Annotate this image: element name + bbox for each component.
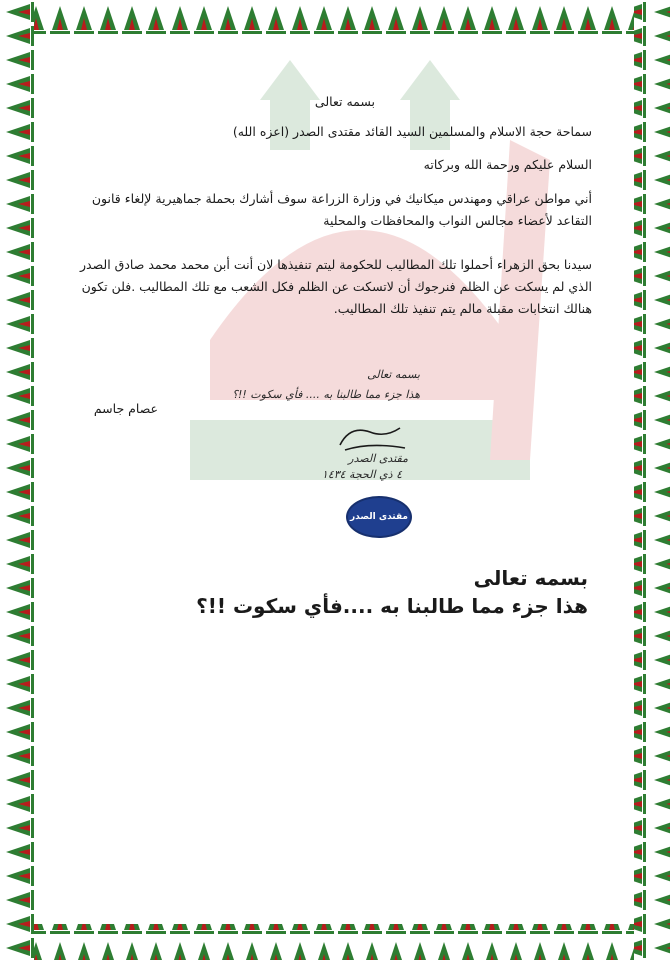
transcription-line-2: هذا جزء مما طالبنا به ....فأي سكوت !!؟	[196, 594, 588, 618]
letter-paragraph-1: أني مواطن عراقي ومهندس ميكانيك في وزارة الزراعة سوف أشارك بحملة جماهيرية لإلغاء قانون التقاعد لأعضاء مجالس النواب والمحافظات والمحلية	[91, 191, 592, 228]
signature-scribble	[330, 420, 410, 460]
handwritten-date: ٤ ذي الحجة ١٤٣٤	[321, 468, 402, 481]
handwritten-signature: مقتدى الصدر	[348, 452, 408, 465]
letter-paragraph-2: سيدنا بحق الزهراء أحملوا تلك المطاليب للحكومة ليتم تنفيذها لان أنت أبن محمد محمد صادق الصدر الذي لم يسكت عن الظلم فنرجوك أن لاتسكت عن الظلم فكل الشعب مع تلك المطاليب .فلن تكون هنالك انتخابات مقبلة مالم يتم تنفيذ تلك المطاليب.	[79, 257, 592, 316]
stamp-text: مقتدى الصدر	[349, 512, 409, 522]
handwritten-reply: هذا جزء مما طالبنا به .... فأي سكوت !!؟	[232, 388, 420, 401]
letter-greeting: السلام عليكم ورحمة الله وبركاته	[423, 157, 592, 172]
transcription-line-1: بسمه تعالى	[473, 566, 588, 590]
letter-addressee: سماحة حجة الاسلام والمسلمين السيد القائد مقتدى الصدر (اعزه الله)	[232, 124, 592, 139]
letter-basmala: بسمه تعالى	[314, 94, 375, 109]
handwritten-salutation: بسمه تعالى	[367, 368, 420, 381]
official-stamp	[346, 496, 412, 538]
letter-sender: عصام جاسم	[93, 401, 158, 416]
